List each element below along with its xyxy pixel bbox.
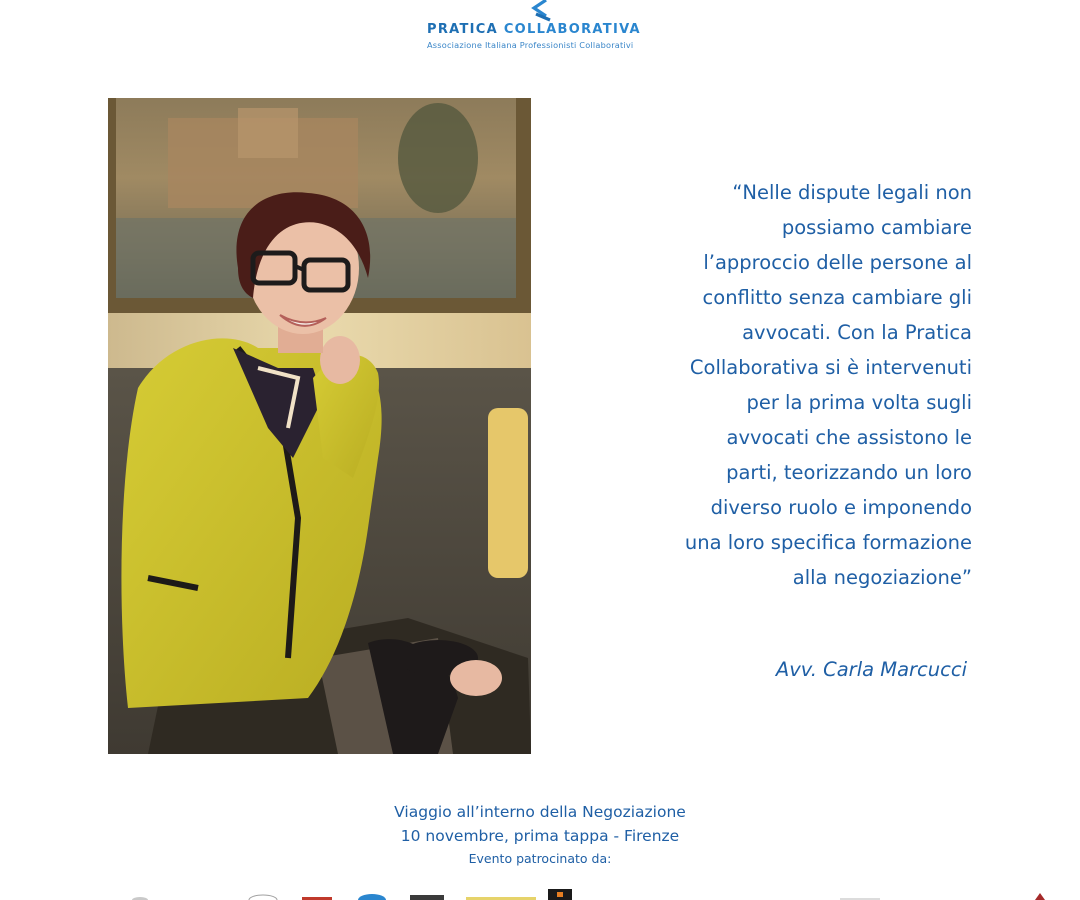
quote-line: “Nelle dispute legali non bbox=[732, 181, 972, 204]
sponsor-logo bbox=[249, 895, 277, 900]
quote-line: Collaborativa si è intervenuti bbox=[689, 356, 972, 379]
sponsor-logo bbox=[1035, 893, 1045, 900]
quote-line: l’approccio delle persone al bbox=[703, 251, 972, 274]
quote-author: Avv. Carla Marcucci bbox=[775, 658, 967, 681]
quote-line: diverso ruolo e imponendo bbox=[710, 496, 972, 519]
quote-line: alla negoziazione” bbox=[792, 566, 972, 589]
logo-subtitle: Associazione Italiana Professionisti Collaborativi bbox=[427, 40, 634, 50]
portrait-photo bbox=[108, 98, 531, 754]
quote-line: per la prima volta sugli bbox=[746, 391, 972, 414]
event-date-location: 10 novembre, prima tappa - Firenze bbox=[400, 827, 680, 845]
quote-line: avvocati. Con la Pratica bbox=[742, 321, 972, 344]
quote-line: avvocati che assistono le bbox=[726, 426, 972, 449]
quote-line: una loro specifica formazione bbox=[684, 531, 972, 554]
sponsors-label: Evento patrocinato da: bbox=[468, 851, 612, 866]
quote-line: parti, teorizzando un loro bbox=[726, 461, 972, 484]
logo-word-collaborativa: COLLABORATIVA bbox=[503, 22, 641, 37]
event-title: Viaggio all’interno della Negoziazione bbox=[394, 803, 686, 821]
sponsor-logos bbox=[0, 885, 1080, 900]
sponsor-logo bbox=[548, 889, 572, 900]
quote-line: possiamo cambiare bbox=[781, 216, 972, 239]
sponsor-logo bbox=[358, 894, 386, 900]
sponsor-logo bbox=[410, 895, 444, 900]
logo-title bbox=[427, 22, 657, 37]
logo-word-pratica: PRATICA bbox=[427, 22, 498, 37]
quote-text bbox=[660, 175, 972, 595]
chevron-arrow-icon bbox=[523, 0, 557, 22]
association-logo bbox=[0, 0, 1080, 60]
quote-line: conflitto senza cambiare gli bbox=[702, 286, 972, 309]
